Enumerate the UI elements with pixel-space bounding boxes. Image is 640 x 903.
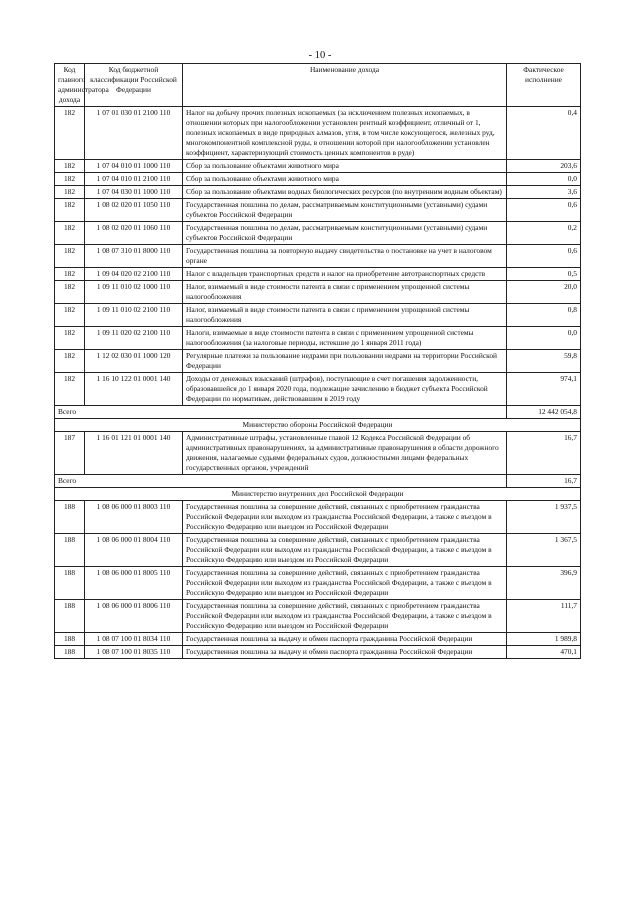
table-row <box>55 534 581 567</box>
table-row <box>55 281 581 304</box>
budget-code-cell: 1 09 04 020 02 2100 110 <box>85 268 183 281</box>
revenue-name-cell: Государственная пошлина за совершение действий, связанных с приобретением гражданства Российской Федерации или выходом из гражданства Российской Федерации, а также с въездом в Российскую Федерацию или выездом из Российской Федерации <box>183 600 507 633</box>
actual-value-cell: 0,8 <box>507 304 581 327</box>
revenue-name-cell: Сбор за пользование объектами животного мира <box>183 173 507 186</box>
revenue-name-cell: Налог, взимаемый в виде стоимости патента в связи с применением упрощенной системы налогообложения <box>183 281 507 304</box>
revenue-name-cell: Регулярные платежи за пользование недрами при пользовании недрами на территории Российской Федерации <box>183 350 507 373</box>
actual-value-cell: 0,5 <box>507 268 581 281</box>
admin-code-cell: 182 <box>55 186 85 199</box>
table-row <box>55 646 581 659</box>
actual-value-cell: 0,0 <box>507 173 581 186</box>
admin-code-cell: 182 <box>55 222 85 245</box>
actual-value-cell: 20,0 <box>507 281 581 304</box>
actual-value-cell: 396,9 <box>507 567 581 600</box>
revenue-name-cell: Налог на добычу прочих полезных ископаемых (за исключением полезных ископаемых, в отношении которых при налогообложении установлен рентный коэффициент, отличный от 1, полезных ископаемых в виде природных алмазов, угля, в том числе коксующегося, железных руд, многокомпонентной комплексной руды, в отношении которой при налогообложении установлен коэффициент, характеризующий стоимость ценных компонентов в руде) <box>183 107 507 160</box>
revenue-name-cell: Налоги, взимаемые в виде стоимости патента в связи с применением упрощенной системы налогообложения (за налоговые периоды, истекшие до 1 января 2011 года) <box>183 327 507 350</box>
budget-code-cell: 1 16 10 122 01 0001 140 <box>85 373 183 406</box>
header-revenue-name: Наименование дохода <box>183 64 507 107</box>
actual-value-cell: 59,8 <box>507 350 581 373</box>
admin-code-cell: 182 <box>55 268 85 281</box>
budget-code-cell: 1 07 04 010 01 2100 110 <box>85 173 183 186</box>
actual-value-cell: 16,7 <box>507 432 581 475</box>
budget-code-cell: 1 08 06 000 01 8003 110 <box>85 501 183 534</box>
table-row <box>55 268 581 281</box>
admin-code-cell: 182 <box>55 350 85 373</box>
budget-code-cell: 1 08 06 000 01 8005 110 <box>85 567 183 600</box>
total-row <box>55 406 581 419</box>
revenue-name-cell: Государственная пошлина за выдачу и обмен паспорта гражданина Российской Федерации <box>183 646 507 659</box>
admin-code-cell: 182 <box>55 327 85 350</box>
budget-code-cell: 1 08 07 100 01 8035 110 <box>85 646 183 659</box>
table-header-row <box>55 64 581 107</box>
table-row <box>55 107 581 160</box>
admin-code-cell: 182 <box>55 373 85 406</box>
header-admin-code: Код главного администратора дохода <box>55 64 85 107</box>
budget-code-cell: 1 09 11 020 02 2100 110 <box>85 327 183 350</box>
budget-code-cell: 1 08 02 020 01 1060 110 <box>85 222 183 245</box>
admin-code-cell: 188 <box>55 567 85 600</box>
total-value: 12 442 054,8 <box>507 406 581 419</box>
table-row <box>55 222 581 245</box>
admin-code-cell: 188 <box>55 501 85 534</box>
actual-value-cell: 974,1 <box>507 373 581 406</box>
actual-value-cell: 0,6 <box>507 245 581 268</box>
section-row <box>55 488 581 501</box>
budget-code-cell: 1 08 02 020 01 1050 110 <box>85 199 183 222</box>
budget-code-cell: 1 07 04 010 01 1000 110 <box>85 160 183 173</box>
actual-value-cell: 3,6 <box>507 186 581 199</box>
budget-code-cell: 1 09 11 010 02 1000 110 <box>85 281 183 304</box>
admin-code-cell: 182 <box>55 245 85 268</box>
table-row <box>55 432 581 475</box>
revenue-table <box>54 63 581 659</box>
table-row <box>55 245 581 268</box>
admin-code-cell: 188 <box>55 646 85 659</box>
revenue-name-cell: Государственная пошлина по делам, рассматриваемым конституционными (уставными) судами субъектов Российской Федерации <box>183 222 507 245</box>
page-number: - 10 - <box>308 50 332 61</box>
table-row <box>55 600 581 633</box>
actual-value-cell: 470,1 <box>507 646 581 659</box>
actual-value-cell: 0,6 <box>507 199 581 222</box>
total-label: Всего <box>55 475 507 488</box>
actual-value-cell: 0,2 <box>507 222 581 245</box>
revenue-name-cell: Государственная пошлина за повторную выдачу свидетельства о постановке на учет в налоговом органе <box>183 245 507 268</box>
budget-code-cell: 1 08 06 000 01 8006 110 <box>85 600 183 633</box>
section-title: Министерство внутренних дел Российской Федерации <box>55 488 581 501</box>
budget-code-cell: 1 08 07 310 01 8000 110 <box>85 245 183 268</box>
actual-value-cell: 1 367,5 <box>507 534 581 567</box>
budget-code-cell: 1 08 07 100 01 8034 110 <box>85 633 183 646</box>
revenue-name-cell: Налог, взимаемый в виде стоимости патента в связи с применением упрощенной системы налогообложения <box>183 304 507 327</box>
section-row <box>55 419 581 432</box>
revenue-name-cell: Государственная пошлина по делам, рассматриваемым конституционными (уставными) судами субъектов Российской Федерации <box>183 199 507 222</box>
revenue-name-cell: Сбор за пользование объектами животного мира <box>183 160 507 173</box>
actual-value-cell: 1 989,8 <box>507 633 581 646</box>
revenue-name-cell: Доходы от денежных взысканий (штрафов), поступающие в счет погашения задолженности, образовавшейся до 1 января 2020 года, подлежащие зачислению в бюджет субъекта Российской Федерации по нормативам, действовавшим в 2019 году <box>183 373 507 406</box>
table-row <box>55 501 581 534</box>
budget-code-cell: 1 16 01 121 01 0001 140 <box>85 432 183 475</box>
revenue-name-cell: Налог с владельцев транспортных средств и налог на приобретение автотранспортных средств <box>183 268 507 281</box>
revenue-name-cell: Государственная пошлина за совершение действий, связанных с приобретением гражданства Российской Федерации или выходом из гражданства Российской Федерации, а также с въездом в Российскую Федерацию или выездом из Российской Федерации <box>183 501 507 534</box>
budget-code-cell: 1 07 04 030 01 1000 110 <box>85 186 183 199</box>
admin-code-cell: 182 <box>55 160 85 173</box>
total-row <box>55 475 581 488</box>
table-row <box>55 199 581 222</box>
admin-code-cell: 188 <box>55 534 85 567</box>
admin-code-cell: 182 <box>55 304 85 327</box>
header-actual-execution: Фактическое исполнение <box>507 64 581 107</box>
actual-value-cell: 0,4 <box>507 107 581 160</box>
revenue-name-cell: Административные штрафы, установленные главой 12 Кодекса Российской Федерации об административных правонарушениях, за административные правонарушения в области дорожного движения, налагаемые судьями федеральных судов, должностными лицами федеральных государственных органов, учреждений <box>183 432 507 475</box>
table-row <box>55 350 581 373</box>
table-row <box>55 327 581 350</box>
total-value: 16,7 <box>507 475 581 488</box>
actual-value-cell: 0,0 <box>507 327 581 350</box>
admin-code-cell: 182 <box>55 281 85 304</box>
admin-code-cell: 187 <box>55 432 85 475</box>
section-title: Министерство обороны Российской Федерации <box>55 419 581 432</box>
table-row <box>55 304 581 327</box>
table-row <box>55 633 581 646</box>
budget-code-cell: 1 09 11 010 02 2100 110 <box>85 304 183 327</box>
actual-value-cell: 111,7 <box>507 600 581 633</box>
actual-value-cell: 203,6 <box>507 160 581 173</box>
revenue-name-cell: Государственная пошлина за совершение действий, связанных с приобретением гражданства Российской Федерации или выходом из гражданства Российской Федерации, а также с въездом в Российскую Федерацию или выездом из Российской Федерации <box>183 534 507 567</box>
revenue-name-cell: Государственная пошлина за выдачу и обмен паспорта гражданина Российской Федерации <box>183 633 507 646</box>
table-row <box>55 186 581 199</box>
revenue-name-cell: Сбор за пользование объектами водных биологических ресурсов (по внутренним водным объектам) <box>183 186 507 199</box>
table-row <box>55 160 581 173</box>
table-row <box>55 373 581 406</box>
admin-code-cell: 182 <box>55 107 85 160</box>
actual-value-cell: 1 937,5 <box>507 501 581 534</box>
admin-code-cell: 182 <box>55 199 85 222</box>
budget-code-cell: 1 07 01 030 01 2100 110 <box>85 107 183 160</box>
admin-code-cell: 188 <box>55 600 85 633</box>
table-row <box>55 173 581 186</box>
admin-code-cell: 182 <box>55 173 85 186</box>
total-label: Всего <box>55 406 507 419</box>
budget-code-cell: 1 12 02 030 01 1000 120 <box>85 350 183 373</box>
revenue-name-cell: Государственная пошлина за совершение действий, связанных с приобретением гражданства Российской Федерации или выходом из гражданства Российской Федерации, а также с въездом в Российскую Федерацию или выездом из Российской Федерации <box>183 567 507 600</box>
table-row <box>55 567 581 600</box>
admin-code-cell: 188 <box>55 633 85 646</box>
budget-code-cell: 1 08 06 000 01 8004 110 <box>85 534 183 567</box>
header-budget-code: Код бюджетной классификации Российской Федерации <box>85 64 183 107</box>
